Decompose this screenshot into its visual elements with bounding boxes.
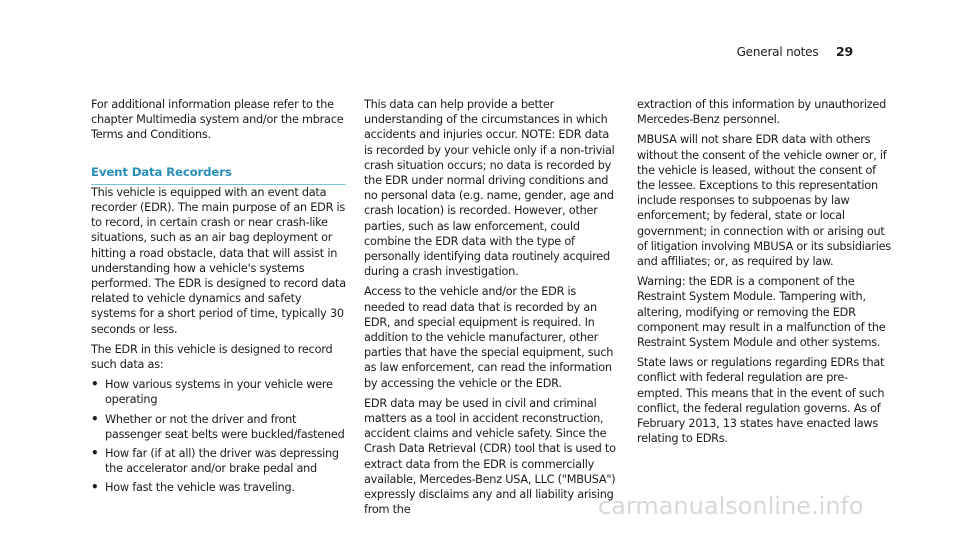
- column-2: [364, 97, 619, 522]
- intro-paragraph: For additional information please refer to the chapter Multimedia system and/or the mbrace Terms and Conditions.: [91, 98, 344, 142]
- list-item: • Whether or not the driver and front passenger seat belts were buckled/fastened: [91, 411, 345, 441]
- edr-paragraph-2: The EDR in this vehicle is designed to record such data as:: [91, 342, 333, 372]
- bullet-icon: •: [91, 480, 99, 495]
- page-number: 29: [836, 44, 853, 59]
- section-title: General notes: [736, 45, 819, 59]
- watermark: carmanualsonline.info: [598, 492, 864, 520]
- body-paragraph: Access to the vehicle and/or the EDR is needed to read data that is recorded by an EDR, and special equipment is required. In addition to the vehicle manufacturer, other parties that have the special equipment, such as law enforcement, can read the information by accessing the vehicle or the EDR.: [364, 285, 614, 390]
- page-header: [737, 44, 853, 59]
- body-paragraph: extraction of this information by unauthorized Mercedes-Benz personnel.: [637, 98, 887, 127]
- body-paragraph: Warning: the EDR is a component of the Restraint System Module. Tampering with, altering, modifying or removing the EDR component may result in a malfunction of the Restraint System Module and other systems.: [637, 275, 886, 350]
- bullet-list: [91, 377, 346, 495]
- edr-paragraph-1: This vehicle is equipped with an event data recorder (EDR). The main purpose of an EDR is to record, in certain crash or near crash-like situations, such as an air bag deployment or hitting a road obstacle, data that will assist in understanding how a vehicle's systems performed. The EDR is designed to record data related to vehicle dynamics and safety systems for a short period of time, typically 30 seconds or less.: [91, 185, 346, 336]
- body-paragraph: This data can help provide a better understanding of the circumstances in which accidents and injuries occur. NOTE: EDR data is recorded by your vehicle only if a non-trivial crash situation occurs; no data is recorded by the EDR under normal driving conditions and no personal data (e.g. name, gender, age and crash location) is recorded. However, other parties, such as law enforcement, could combine the EDR data with the type of personally identifying data routinely acquired during a crash investigation.: [364, 98, 615, 279]
- bullet-icon: •: [91, 446, 99, 461]
- bullet-icon: •: [91, 411, 99, 426]
- body-paragraph: State laws or regulations regarding EDRs that conflict with federal regulation are pre-empted. This means that in the event of such conflict, the federal regulation governs. As of February 2013, 13 states have enacted laws relating to EDRs.: [637, 356, 885, 446]
- list-item: • How various systems in your vehicle were operating: [91, 377, 333, 407]
- list-item: • How fast the vehicle was traveling.: [91, 480, 295, 495]
- list-item: • How far (if at all) the driver was depressing the accelerator and/or brake pedal and: [91, 446, 339, 476]
- body-paragraph: EDR data may be used in civil and criminal matters as a tool in accident reconstruction, accident claims and vehicle safety. Since the Crash Data Retrieval (CDR) tool that is used to extract data from the EDR is commercially available, Mercedes-Benz USA, LLC ("MBUSA") expressly disclaims any and all liability arising from the: [364, 396, 616, 517]
- column-1: [91, 97, 346, 500]
- column-3: [637, 97, 892, 451]
- bullet-icon: •: [91, 377, 99, 392]
- body-paragraph: MBUSA will not share EDR data with others without the consent of the vehicle owner or, if the vehicle is leased, without the consent of the lessee. Exceptions to this representation include responses to subpoenas by law enforcement; by federal, state or local government; in connection with or arising out of litigation involving MBUSA or its subsidiaries and affiliates; or, as required by law.: [637, 133, 891, 269]
- section-heading: Event Data Recorders: [91, 165, 346, 185]
